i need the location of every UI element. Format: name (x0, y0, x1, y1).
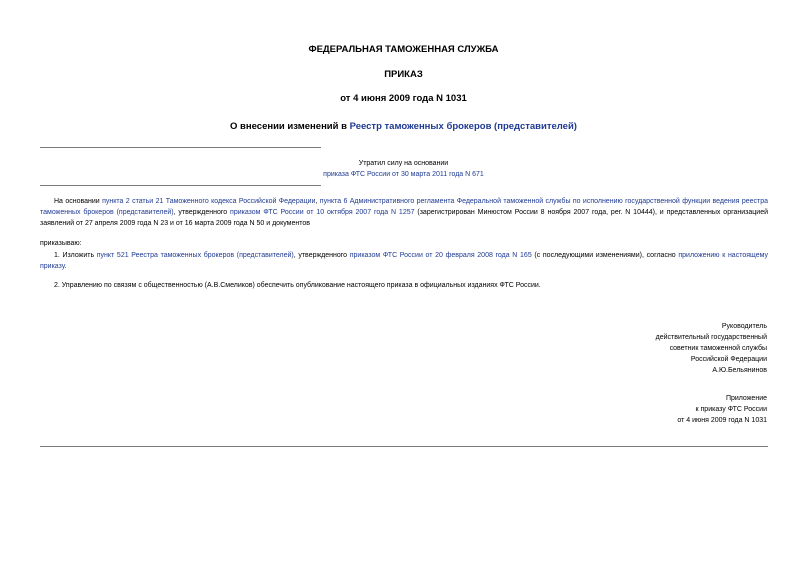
customs-code-link[interactable]: пункта 2 статьи 21 Таможенного кодекса Российской Федерации (102, 198, 316, 205)
item-1-text-2: , утвержденного (293, 252, 350, 259)
title-prefix: О внесении изменений в (230, 121, 350, 132)
signature-line-4: Российской Федерации (690, 356, 767, 363)
divider-bottom (40, 185, 321, 186)
item-1-text-1: 1. Изложить (54, 252, 97, 259)
document-title (0, 121, 807, 132)
agency-heading: ФЕДЕРАЛЬНАЯ ТАМОЖЕННАЯ СЛУЖБА (308, 44, 499, 55)
appendix-block (507, 393, 767, 426)
regulation-link[interactable]: пункта 6 Административного регламента Федеральной таможенной службы по исполнению государственной функции ведения реестра таможенных брокеров (представителей) (40, 198, 768, 216)
item-1-text-4: . (64, 263, 67, 270)
appendix-line-3: от 4 июня 2009 года N 1031 (677, 417, 767, 424)
status-note (0, 158, 807, 180)
appendix-line-1: Приложение (725, 395, 767, 402)
signature-block (507, 321, 767, 376)
preamble-text-4: (зарегистрирован Минюстом России 8 ноября 2007 года, рег. N 10444), и представленных организацией заявлений от 27 апреля 2009 года N 23 и от 16 марта 2009 года N 50 и документов (40, 209, 768, 227)
signature-line-1: Руководитель (721, 323, 767, 330)
divider-top (40, 147, 321, 148)
signatory-name: А.Ю.Бельянинов (712, 367, 767, 374)
date-number-heading: от 4 июня 2009 года N 1031 (340, 93, 467, 104)
item-1-paragraph (40, 250, 768, 272)
divider-page-end (40, 446, 768, 447)
status-note-text: Утратил силу на основании (358, 160, 449, 167)
order-1257-link[interactable]: приказом ФТС России от 10 октября 2007 года N 1257 (230, 209, 415, 216)
appendix-link[interactable]: приложению к настоящему приказу (40, 252, 768, 270)
preamble-paragraph (40, 196, 768, 229)
appendix-line-2: к приказу ФТС России (695, 406, 767, 413)
preamble-text-3: , утвержденного (173, 209, 231, 216)
repeal-order-link[interactable]: приказа ФТС России от 30 марта 2011 года N 671 (323, 171, 484, 178)
doc-type-heading: ПРИКАЗ (384, 69, 423, 80)
signature-line-2: действительный государственный (655, 334, 767, 341)
signature-line-3: советник таможенной службы (669, 345, 767, 352)
order-165-link[interactable]: приказом ФТС России от 20 февраля 2008 года N 165 (349, 252, 532, 259)
order-word: приказываю: (40, 240, 82, 247)
item-1-text-3: (с последующими изменениями), согласно (531, 252, 679, 259)
preamble-text-1: На основании (54, 198, 103, 205)
registry-title-link[interactable]: Реестр таможенных брокеров (представителей) (349, 121, 577, 132)
point-521-link[interactable]: пункт 521 Реестра таможенных брокеров (представителей) (96, 252, 294, 259)
preamble-text-2: , (315, 198, 320, 205)
item-2-paragraph: 2. Управлению по связям с общественностью (А.В.Смеликов) обеспечить опубликование настоящего приказа в официальных изданиях ФТС России. (54, 282, 541, 289)
